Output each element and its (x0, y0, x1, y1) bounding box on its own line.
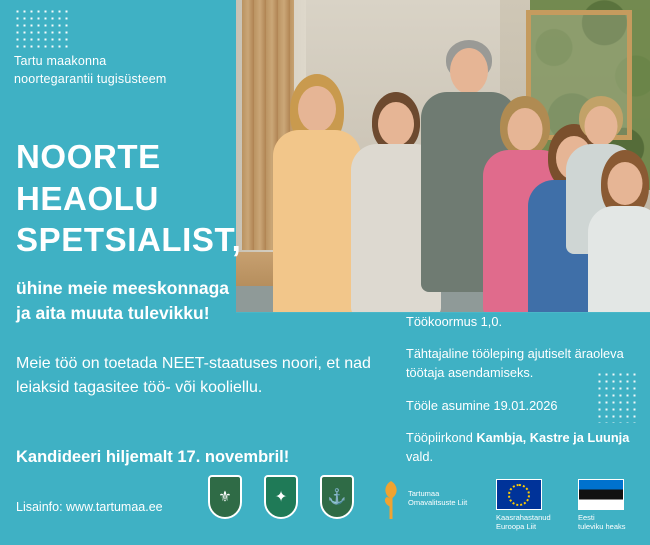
detail-start-date: Tööle asumine 19.01.2026 (406, 397, 558, 413)
eu-flag-icon (496, 479, 542, 510)
crest-3-glyph: ⚓ (327, 488, 347, 506)
estonia-logo-line-2: tuleviku heaks (578, 522, 626, 532)
body-text: Meie töö on toetada NEET-staatuses noori, et nad leiaksid tagasitee töö- või kooliellu. (16, 355, 371, 396)
deadline-date: 17. novembril! (177, 448, 290, 466)
tartumaa-logo-line-2: Omavalitsuste Liit (408, 498, 468, 508)
subheadline (16, 276, 366, 327)
detail-area-prefix: Tööpiirkond (406, 429, 477, 445)
subheadline-line-1: ühine meie meeskonnaga (16, 278, 229, 298)
tartumaa-logo-text (408, 489, 467, 508)
dot-grid-decoration-left (14, 8, 68, 50)
estonia-flag-icon (578, 479, 624, 510)
eu-stars-icon (508, 484, 530, 506)
estonia-logo-text (578, 513, 642, 532)
logo-row (200, 475, 640, 531)
estonia-logo-line-1: Eesti (578, 513, 595, 522)
tartumaa-flower-icon (378, 479, 404, 519)
tartumaa-logo-line-1: Tartumaa (408, 489, 440, 498)
brand-line-2: noortegarantii tugisüsteem (14, 72, 167, 86)
crest-2-glyph: ✦ (274, 488, 288, 506)
detail-workload: Töökoormus 1,0. (406, 314, 503, 329)
eu-funding-line-1: Kaasrahastanud (496, 513, 551, 522)
kambja-vald-crest (208, 475, 242, 519)
headline-line-2: HEAOLU (16, 179, 159, 217)
detail-area (406, 428, 642, 466)
subheadline-line-2: ja aita muuta tulevikku! (16, 303, 210, 324)
deadline-prefix: Kandideeri hiljemalt (16, 448, 178, 466)
headline-line-3: SPETSIALIST, (16, 221, 242, 259)
job-details-list (406, 312, 642, 479)
detail-contract: Tähtajaline tööleping ajutiselt äraoleva töötaja asendamiseks. (406, 346, 624, 381)
eu-funding-text (496, 513, 560, 532)
more-info-link[interactable]: Lisainfo: www.tartumaa.ee (16, 500, 163, 514)
deadline-text (16, 448, 386, 467)
luunja-vald-crest (320, 475, 354, 519)
crest-1-glyph: ⚜ (218, 488, 232, 506)
page-title (16, 136, 316, 261)
kastre-vald-crest (264, 475, 298, 519)
headline-line-1: NOORTE (16, 138, 161, 175)
detail-area-suffix: vald. (406, 448, 434, 464)
brand-line-1: Tartu maakonna (14, 54, 107, 68)
detail-area-municipalities: Kambja, Kastre ja Luunja (476, 429, 630, 445)
eu-funding-line-2: Euroopa Liit (496, 522, 537, 532)
person-7 (588, 150, 650, 312)
